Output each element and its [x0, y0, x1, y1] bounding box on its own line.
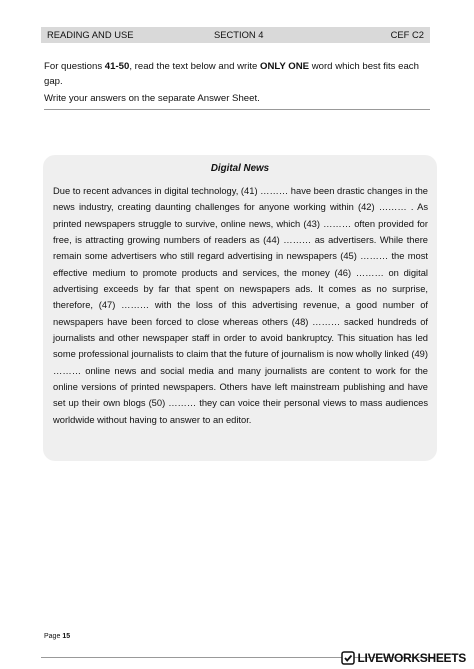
header-left: READING AND USE [47, 29, 134, 40]
word-limit: ONLY ONE [260, 61, 310, 72]
page-number-value: 15 [62, 633, 71, 640]
instruction-line-2: Write your answers on the separate Answer Sheet. [44, 93, 260, 104]
watermark [341, 651, 466, 665]
instruction-text: , read the text below and write [129, 61, 260, 72]
instruction-line-1 [44, 59, 430, 89]
watermark-text: LIVEWORKSHEETS [357, 651, 466, 665]
page-number [44, 633, 70, 640]
instruction-text: word which best fits each gap. [44, 61, 419, 87]
passage-text: Due to recent advances in digital technology, (41) ……… have been drastic changes in the news industry, creating daunting challenges for anyone working within (42) ……… . As printed newspapers struggle to survive, online news, which (43) ……… often provided for free, is attracting growing numbers of readers as (44) ……… as advertisers. While there remain some advertisers who still regard advertising in newspapers (45) ……… the most effective medium to promote products and services, the money (46) ……… on digital advertising exceeds by far that spent on newspapers ads. It comes as no surprise, therefore, (47) ……… with the loss of this advertising revenue, a good number of newspapers have been forced to close whereas others (48) ……… sacked hundreds of journalists and other newspaper staff in order to avoid bankruptcy. This situation has led some professional journalists to claim that the future of journalism is now wholly linked (49) ……… online news and social media and many journalists are content to work for the online versions of printed newspapers. Others have left mainstream publishing and have set up their own blogs (50) ……… they can voice their personal views to mass audiences worldwide without having to answer to an editor. [53, 186, 428, 425]
page-header [41, 27, 430, 43]
header-center: SECTION 4 [214, 29, 264, 40]
instruction-text: For questions [44, 61, 105, 72]
liveworksheets-logo-icon [341, 651, 355, 665]
divider [44, 109, 430, 110]
passage-title: Digital News [210, 163, 270, 174]
question-range: 41-50 [104, 61, 130, 72]
header-right: CEF C2 [390, 29, 424, 40]
instructions [44, 59, 430, 110]
passage-box [43, 155, 437, 461]
page-label: Page [44, 633, 61, 640]
